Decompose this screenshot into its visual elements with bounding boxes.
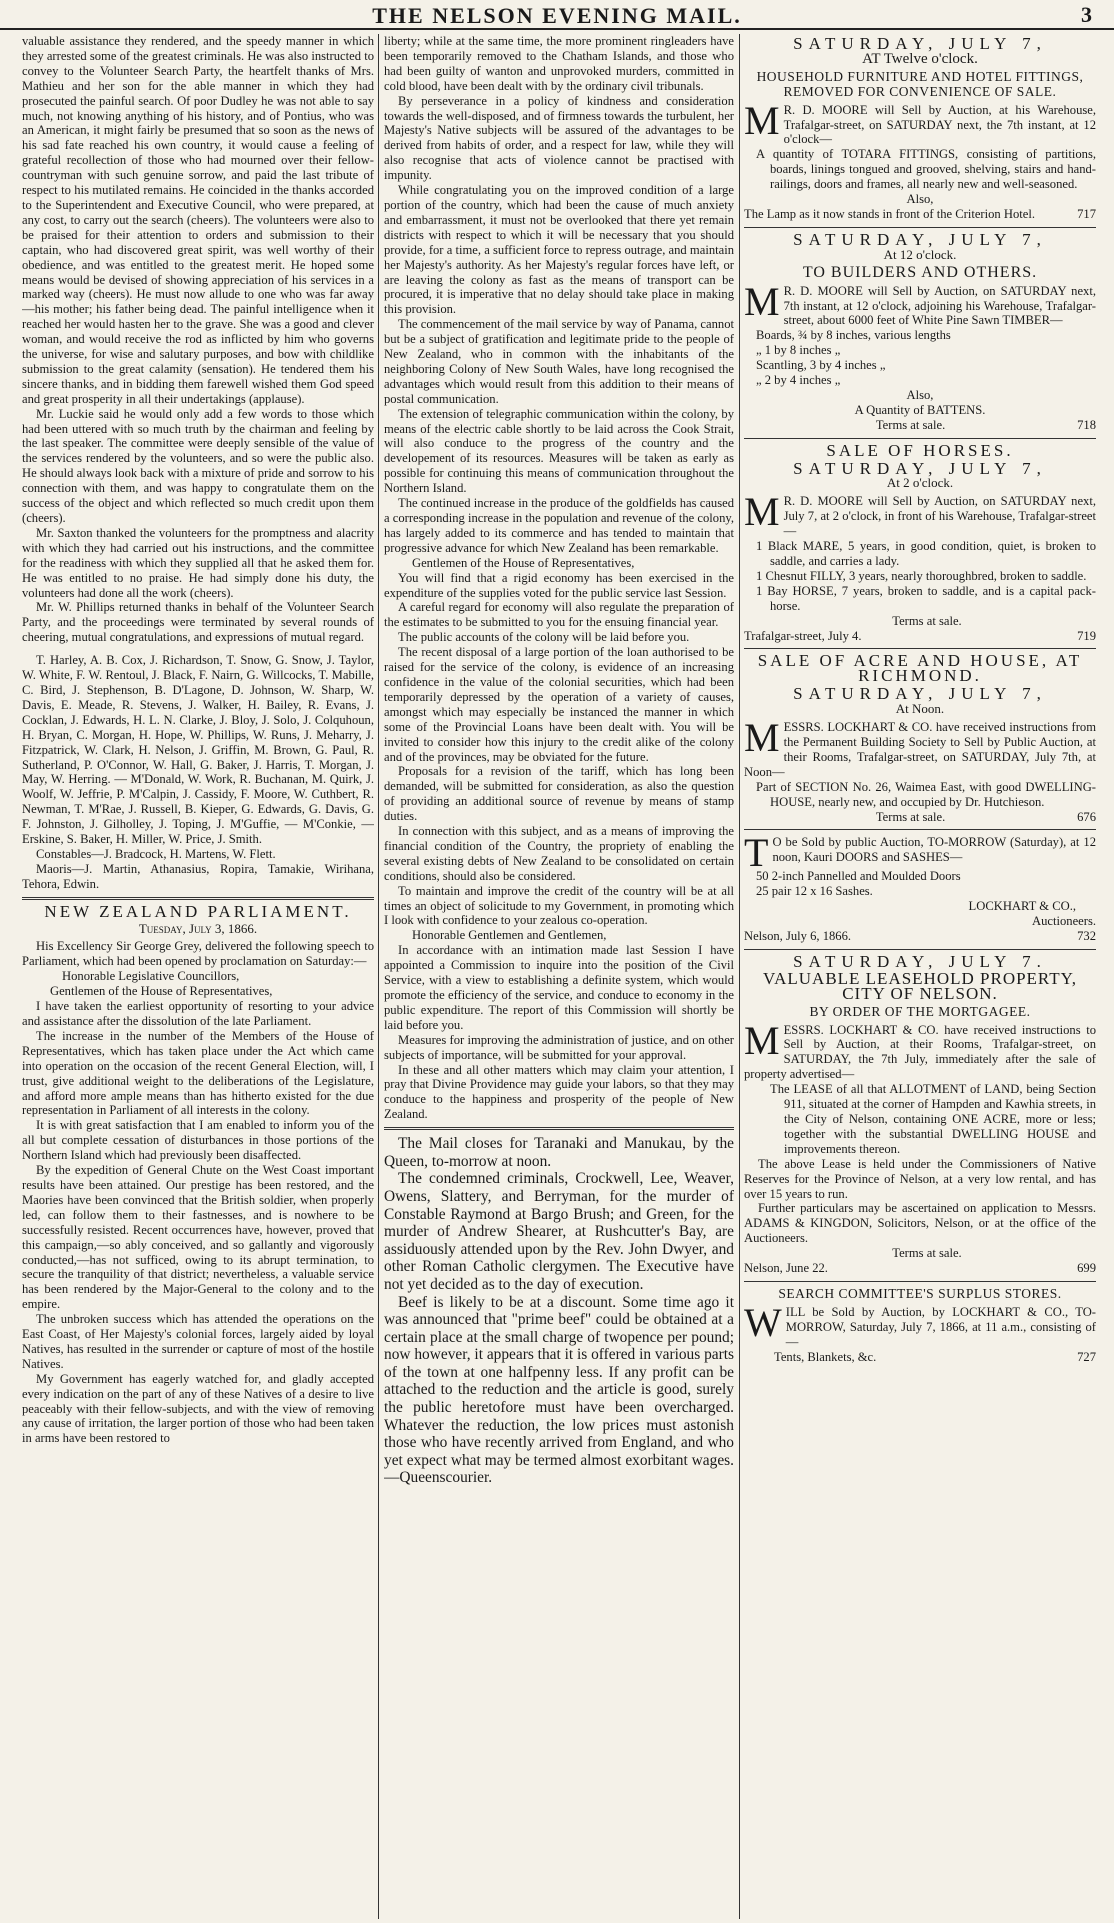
advert-number: 719 bbox=[1077, 628, 1096, 643]
advert-body: R. D. MOORE will Sell by Auction, at his Warehouse, Trafalgar-street, on SATURDAY next, the 7th instant, at 12 o'clock— bbox=[783, 102, 1096, 147]
drop-cap: M bbox=[744, 489, 780, 535]
article-paragraph: Mr. W. Phillips returned thanks in behalf of the Volunteer Search Party, and the proceedings were terminated by several rounds of cheering, mutual congratulations, and expressions of mutual regard. bbox=[22, 600, 374, 645]
advert-number: 717 bbox=[1077, 206, 1096, 221]
advert-place: Nelson, June 22. bbox=[744, 1261, 828, 1276]
advert-battens: A Quantity of BATTENS. bbox=[854, 402, 986, 417]
news-paragraph: The condemned criminals, Crockwell, Lee, Weaver, Owens, Slattery, and Berryman, for the murder of Constable Raymond at Bargo Brush; and Green, for the murder of Andrew Shearer, at Rushcutter's Bay, are assiduously attended upon by the Rev. John Dwyer, and other Roman Catholic clergymen. The Executive have not yet decided as to the day of execution. bbox=[384, 1170, 734, 1293]
advert-time: At 12 o'clock. bbox=[883, 246, 957, 262]
advert-body: ESSRS. LOCKHART & CO. have received instructions to Sell by Auction, at their Rooms, Trafalgar-street, on SATURDAY, the 7th July, immediately after the sale of property advertised— bbox=[744, 1022, 1096, 1082]
drop-cap: M bbox=[744, 1017, 780, 1063]
speech-paragraph: A careful regard for economy will also regulate the preparation of the estimates to be submitted to you for the ensuing financial year. bbox=[384, 600, 734, 630]
advert-body: O be Sold by public Auction, TO-MORROW (Saturday), at 12 noon, Kauri DOORS and SASHES— bbox=[772, 835, 1096, 865]
advert-also: Also, bbox=[906, 387, 934, 402]
section-divider bbox=[22, 897, 374, 900]
advert-title: SEARCH COMMITTEE'S SURPLUS STORES. bbox=[778, 1285, 1062, 1301]
advert-terms: Terms at sale. bbox=[875, 417, 946, 432]
advert-item: Tents, Blankets, &c. bbox=[774, 1349, 877, 1364]
advert-title: SALE OF ACRE AND HOUSE, AT RICHMOND. bbox=[757, 651, 1083, 686]
advert-time: At Noon. bbox=[895, 701, 945, 717]
advert-horses bbox=[744, 440, 1096, 644]
advert-lamp: The Lamp as it now stands in front of the Criterion Hotel. bbox=[744, 206, 1035, 221]
advert-date: SATURDAY, JULY 7, bbox=[793, 34, 1047, 53]
advert-doors bbox=[744, 830, 1096, 944]
speech-paragraph: In connection with this subject, and as a means of improving the financial condition of the Country, the propriety of enabling the several existing debts of New Zealand to be consolidated on certain conditions, should also be considered. bbox=[384, 824, 734, 883]
speech-intro: His Excellency Sir George Grey, delivered the following speech to Parliament, which had been opened by proclamation on Saturday:— bbox=[22, 939, 374, 969]
advert-number: 676 bbox=[1077, 809, 1096, 824]
speech-paragraph: You will find that a rigid economy has been exercised in the expenditure of the supplies voted for the public service last Session. bbox=[384, 570, 734, 600]
speech-paragraph: The unbroken success which has attended the operations on the East Coast, of Her Majesty's colonial forces, largely aided by loyal Natives, has resulted in the surrender or capture of most of the hostile Natives. bbox=[22, 1312, 374, 1371]
news-items bbox=[384, 1135, 734, 1487]
column-3 bbox=[744, 34, 1096, 1919]
advert-item: „ 1 by 8 inches „ bbox=[756, 343, 841, 358]
advert-number: 732 bbox=[1077, 929, 1096, 944]
advert-divider bbox=[744, 949, 1096, 950]
advert-divider bbox=[744, 648, 1096, 649]
speech-paragraph: It is with great satisfaction that I am enabled to inform you of the all but complete cessation of disturbances in those portions of the Northern Island which had previously been disaffected. bbox=[22, 1118, 374, 1163]
drop-cap: T bbox=[744, 830, 769, 876]
column-rule bbox=[739, 34, 740, 1919]
advert-place: Nelson, July 6, 1866. bbox=[744, 929, 852, 944]
advert-item: 50 2-inch Pannelled and Moulded Doors bbox=[756, 869, 961, 884]
speech-paragraph: To maintain and improve the credit of the country will be at all times an object of solicitude to my Government, in promoting which I look with confidence to your zealous co-operation. bbox=[384, 883, 734, 928]
speech-paragraph: By the expedition of General Chute on the West Coast important results have been attained. Our prestige has been restored, and the Maories have been convinced that the British soldier, when properly led, can follow them to their fastnesses, and is nowhere to be successfully resisted. Recent occurrences have, however, proved that this campaign,—so ably conceived, and so gallantly and vigorously conducted,—has not sufficed, owing to its abrupt termination, to secure the tranquility of that district; nevertheless, a valuable service has been rendered by the Major-General to the colony and to the empire. bbox=[22, 1163, 374, 1312]
advert-item: Boards, ¾ by 8 inches, various lengths bbox=[756, 328, 951, 343]
page-number: 3 bbox=[1081, 2, 1092, 27]
advert-date: SATURDAY, JULY 7, bbox=[793, 458, 1047, 478]
advert-stores bbox=[744, 1287, 1096, 1365]
constables-list: Constables—J. Bradcock, H. Martens, W. Flett. bbox=[36, 846, 276, 861]
advert-furniture bbox=[744, 34, 1096, 222]
speech-paragraph: In accordance with an intimation made last Session I have appointed a Commission to inquire into the position of the Civil Service, with a view to establishing a definite system, which would promote the efficiency of the service, and conduce to economy in the public expenditure. The report of this Commission will shortly be laid before you. bbox=[384, 943, 734, 1032]
speech-paragraph: Measures for improving the administration of justice, and on other subjects of importance, will be submitted for your approval. bbox=[384, 1032, 734, 1062]
advert-number: 718 bbox=[1077, 417, 1096, 432]
advert-terms: Terms at sale. bbox=[892, 1246, 962, 1261]
speech-paragraph: While congratulating you on the improved condition of a large portion of the country, which had been the cause of much anxiety and embarrassment, it must not be overlooked that there yet remain districts with respect to which it will be necessary that you should provide, for a time, a sufficient force to repress outrage, and maintain her Majesty's authority. As her Majesty's regular forces have left, or are leaving the colony as fast as the means of transport can be procured, it is imperative that no delay should take place in making this provision. bbox=[384, 183, 734, 317]
advert-divider bbox=[744, 438, 1096, 439]
column-1 bbox=[22, 34, 374, 1919]
advert-terms: Terms at sale. bbox=[875, 809, 946, 824]
advert-terms: Terms at sale. bbox=[892, 613, 962, 628]
advert-divider bbox=[744, 1281, 1096, 1282]
maoris-list: Maoris—J. Martin, Athanasius, Ropira, Tamakie, Wirihana, Tehora, Edwin. bbox=[22, 861, 374, 891]
salutation: Honorable Gentlemen and Gentlemen, bbox=[412, 928, 607, 943]
speech-paragraph: liberty; while at the same time, the more prominent ringleaders have been temporarily removed to the Chatham Islands, and those who had been guilty of wanton and unprovoked murders, committed in cold blood, have been dealt with by the ordinary civil tribunals. bbox=[384, 34, 734, 93]
advert-time: At 2 o'clock. bbox=[886, 475, 954, 491]
speech-paragraph: My Government has eagerly watched for, and gladly accepted every indication on the part of any of these Natives of a desire to live peaceably with their fellow-subjects, and with the view of removing any cause of irritation, the larger portion of those who had been taken in arms have been restored to bbox=[22, 1371, 374, 1446]
advert-date: SATURDAY, JULY 7. bbox=[793, 951, 1047, 971]
masthead bbox=[0, 0, 1114, 30]
advert-number: 699 bbox=[1077, 1261, 1096, 1276]
advert-title: HOUSEHOLD FURNITURE AND HOTEL FITTINGS, REMOVED FOR CONVENIENCE OF SALE. bbox=[756, 68, 1084, 99]
advert-item: 1 Bay HORSE, 7 years, broken to saddle, and is a capital pack-horse. bbox=[756, 583, 1096, 613]
speech-paragraph: Proposals for a revision of the tariff, which has long been demanded, will be submitted for consideration, as also the question of providing an additional source of revenue by means of stamp duties. bbox=[384, 764, 734, 824]
advert-title: TO BUILDERS AND OTHERS. bbox=[802, 263, 1038, 281]
salutation: Honorable Legislative Councillors, bbox=[62, 969, 240, 984]
drop-cap: W bbox=[744, 1299, 782, 1345]
drop-cap: M bbox=[744, 715, 780, 761]
advert-detail: A quantity of TOTARA FITTINGS, consisting of partitions, boards, linings tongued and grooved, shelving, stairs and hand-railings, doors and frames, all nearly new and well-seasoned. bbox=[756, 147, 1096, 192]
advert-item: „ 2 by 4 inches „ bbox=[756, 373, 841, 388]
speech-paragraph: The recent disposal of a large portion of the loan authorised to be raised for the service of the colony, is evidence of an increasing confidence in the value of the colonial securities, which had been temporarily depressed by the operation of a variety of causes, amongst which may especially be instanced the manner in which some of the Provincial Loans have been dealt with. You will be invited to consider how this injury to the credit alike of the colony and of the provinces, may be obviated for the future. bbox=[384, 645, 734, 764]
advert-title: SALE OF HORSES. bbox=[826, 440, 1014, 460]
advert-builders bbox=[744, 229, 1096, 433]
drop-cap: M bbox=[744, 97, 780, 143]
advert-leasehold bbox=[744, 951, 1096, 1276]
advert-item: 25 pair 12 x 16 Sashes. bbox=[756, 884, 873, 899]
advert-signature: Auctioneers. bbox=[1032, 914, 1096, 929]
advert-title: VALUABLE LEASEHOLD PROPERTY, CITY OF NELSON. bbox=[763, 968, 1077, 1003]
volunteer-names: T. Harley, A. B. Cox, J. Richardson, T. Snow, G. Snow, J. Taylor, W. White, F. W. Rentoul, J. Black, F. Nairn, G. Willcocks, T. Mabille, C. Bird, J. Stephenson, B. D'Lagone, D. Johnson, W. Sharp, W. Davis, E. Meade, R. Stevens, J. Walker, H. Bailey, R. Evans, J. Cocklan, J. Edwards, H. L. N. Clarke, J. Bloy, J. Solo, J. Colquhoun, H. Bryan, C. Morgan, H. Hope, W. Phillips, W. Runs, J. Meharry, J. Fitzpatrick, W. Clark, H. Nelson, J. Griffin, M. Brown, G. Paul, R. Sutherland, P. O'Connor, W. Hall, G. Baker, J. Harris, T. Morgan, J. May, W. Herring. — M'Donald, W. Work, R. Buchanan, M. Quirk, J. Woolf, W. Jeffrie, P. M'Calpin, J. Cassidy, F. Moore, W. Cuthbert, R. Newman, T. M'Rae, J. Russell, B. Kieper, G. Edwards, G. Davis, G. F. Johnston, J. Gilholley, J. Toping, J. M'Guffie, — M'Conkie, — Erskine, S. Baker, H. Miller, W. Price, J. Smith. bbox=[22, 653, 374, 847]
advert-body: R. D. MOORE will Sell by Auction, on SATURDAY next, July 7, at 2 o'clock, in front of his Warehouse, Trafalgar-street— bbox=[783, 494, 1096, 539]
article-paragraph: Mr. Luckie said he would only add a few words to those which had been uttered with so much truth by the chairman and feeling by the last speaker. The committee were deeply sensible of the value of the services rendered by the volunteers, and so were the public also. He should always look back with a mixture of pride and sorrow to his connection with them, and was happy to congratulate them on the success of the object and which reflected so much credit upon them (cheers). bbox=[22, 406, 374, 525]
advert-item: Scantling, 3 by 4 inches „ bbox=[756, 358, 886, 373]
speech-paragraph: The commencement of the mail service by way of Panama, cannot but be a subject of gratification and legitimate pride to the people of New Zealand, who in common with the inhabitants of the neighboring Colony of New South Wales, have long recognised the advantages which would result from this addition to their means of postal communication. bbox=[384, 317, 734, 406]
news-paragraph: Beef is likely to be at a discount. Some time ago it was announced that "prime beef" could be obtained at a certain place at the small charge of twopence per pound; now however, it appears that it is offered in various parts of the town at one halfpenny less. If any profit can be attached to the reduction and the article is good, surely the public heretofore must have been overcharged. Whatever the reduction, the low prices must astonish those who have recently arrived from England, and who yet expect what may be termed almost exorbitant wages.—Queenscourier. bbox=[384, 1293, 734, 1487]
speech-paragraph: The public accounts of the colony will be laid before you. bbox=[398, 630, 690, 645]
speech-paragraph: The increase in the number of the Members of the House of Representatives, which has taken place under the Act which came into operation on the occasion of the recent General Election, will, I trust, give additional weight to the deliberations of the Legislature, and afford more ample means than has hitherto existed for the due representation in Parliament of all interests in the colony. bbox=[22, 1028, 374, 1118]
advert-body: R. D. MOORE will Sell by Auction, on SATURDAY next, 7th instant, at 12 o'clock, adjoining his Warehouse, Trafalgar-street, about 6000 feet of White Pine Sawn TIMBER— bbox=[783, 283, 1096, 328]
advert-body: ESSRS. LOCKHART & CO. have received instructions from the Permanent Building Society to Sell by Public Auction, at their Rooms, Trafalgar-street, on SATURDAY, July 7th, at Noon— bbox=[744, 720, 1096, 779]
advert-order: BY ORDER OF THE MORTGAGEE. bbox=[809, 1003, 1031, 1019]
advert-detail: The LEASE of all that ALLOTMENT of LAND, being Section 911, situated at the corner of Hampden and Kawhia streets, in the City of Nelson, containing ONE ACRE, more or less; together with the substantial DWELLING HOUSE and improvements thereon. bbox=[770, 1082, 1096, 1156]
advert-place: Trafalgar-street, July 4. bbox=[744, 628, 862, 643]
advert-lease: The above Lease is held under the Commissioners of Native Reserves for the Province of Nelson, at a very low rental, and has over 15 years to run. bbox=[744, 1156, 1096, 1201]
speech-paragraph: By perseverance in a policy of kindness and consideration towards the well-disposed, and of firmness towards the turbulent, her Majesty's Native subjects will be assured of the advantages to be derived from habits of order, and a respect for law, while they will also recognise that acts of violence cannot be practised with impunity. bbox=[384, 93, 734, 183]
speech-paragraph: The continued increase in the produce of the goldfields has caused a corresponding increase in the population and revenue of the colony, has largely added to its commerce and has tended to maintain that progressive advance for which New Zealand has been remarkable. bbox=[384, 496, 734, 555]
salutation: Gentlemen of the House of Representatives, bbox=[412, 555, 635, 570]
advert-item: 1 Chesnut FILLY, 3 years, nearly thoroughbred, broken to saddle. bbox=[756, 568, 1087, 583]
article-paragraph: Mr. Saxton thanked the volunteers for the promptness and alacrity with which they had carried out his instructions, and the committee for the readiness with which they supplied all that he asked them for. He was entitled to no praise. He had simply done his duty, the volunteers had done all the work (cheers). bbox=[22, 525, 374, 600]
parliament-heading: NEW ZEALAND PARLIAMENT. bbox=[44, 901, 352, 921]
salutation: Gentlemen of the House of Representatives, bbox=[50, 984, 273, 999]
advert-item: 1 Black MARE, 5 years, in good condition, quiet, is broken to saddle, and carries a lady. bbox=[756, 539, 1096, 568]
article-paragraph: valuable assistance they rendered, and the speedy manner in which they arrested some of the greatest criminals. He was also instructed to convey to the Volunteer Search Party, the heartfelt thanks of Mrs. Mathieu and her son for the able manner in which they had prosecuted the painful search. Of poor Dudley he was not able to say much, not knowing anything of his history, and of Pontius, who was an American, it might fairly be presumed that so soon as the news of his sad fate reached his own country, it would cause a feeling of grateful recollection of those who had mourned over their fellow-countryman with such genuine sorrow, and paid the last tribute of respect to his mutilated remains. He coincided in the thanks accorded to the Superintendent and Executive Council, who were prepared, at any cost, to carry out the search (cheers). The volunteers were also to be praised for their attention to orders and submission to their captain, who had discovered great spirit, was well worthy of their obedience, and was entitled to the greatest merit. He hoped some means would be devised of showing appreciation of his services in a marked way (cheers). He must now allude to one who was far away—his mother; his father being dead. The painful intelligence when it reached her would hasten her to the grave. She was a good and clever woman, and would receive the rod as inflicted by him who governs the universe, for wise and salutary purposes, and bow with childlike submission to the great calamity (sensation). He tendered them his sincere thanks, and in bidding them farewell wished them God speed and great prosperity in all their undertakings (applause). bbox=[22, 34, 374, 406]
advert-date: SATURDAY, JULY 7, bbox=[793, 684, 1047, 704]
advert-further: Further particulars may be ascertained on application to Messrs. ADAMS & KINGDON, Solicitors, Nelson, or at the office of the Auctioneers. bbox=[744, 1201, 1096, 1246]
advert-signature: LOCKHART & CO., bbox=[968, 899, 1076, 914]
advert-date: SATURDAY, JULY 7, bbox=[793, 229, 1047, 249]
speech-paragraph: The extension of telegraphic communication within the colony, by means of the electric cable shortly to be laid across the Cook Strait, will also conduce to the progress of the country and the developement of its resources. Measures will be taken as early as possible for continuing this means of communication throughout the Northern Island. bbox=[384, 406, 734, 496]
drop-cap: M bbox=[744, 278, 780, 324]
parliament-date: Tuesday, July 3, 1866. bbox=[138, 920, 258, 936]
speech-paragraph: In these and all other matters which may claim your attention, I pray that Divine Providence may guide your labors, so that they may conduce to the happiness and prosperity of the people of New Zealand. bbox=[384, 1062, 734, 1122]
column-rule bbox=[378, 34, 379, 1919]
advert-richmond bbox=[744, 651, 1096, 824]
advert-time: AT Twelve o'clock. bbox=[862, 50, 978, 67]
advert-detail: Part of SECTION No. 26, Waimea East, with good DWELLING-HOUSE, nearly new, and occupied by Dr. Hutchieson. bbox=[756, 779, 1096, 809]
section-divider bbox=[384, 1127, 734, 1130]
advert-divider bbox=[744, 829, 1096, 830]
advert-also: Also, bbox=[906, 192, 934, 207]
advert-body: ILL be Sold by Auction, by LOCKHART & CO., TO-MORROW, Saturday, July 7, 1866, at 11 a.m., consisting of— bbox=[785, 1304, 1096, 1349]
newspaper-title: THE NELSON EVENING MAIL. bbox=[372, 3, 742, 28]
speech-paragraph: I have taken the earliest opportunity of resorting to your advice and assistance after the dissolution of the late Parliament. bbox=[22, 999, 374, 1028]
news-paragraph: The Mail closes for Taranaki and Manukau, by the Queen, to-morrow at noon. bbox=[384, 1135, 734, 1170]
advert-number: 727 bbox=[1077, 1349, 1096, 1364]
advert-divider bbox=[744, 227, 1096, 228]
column-2 bbox=[384, 34, 734, 1919]
